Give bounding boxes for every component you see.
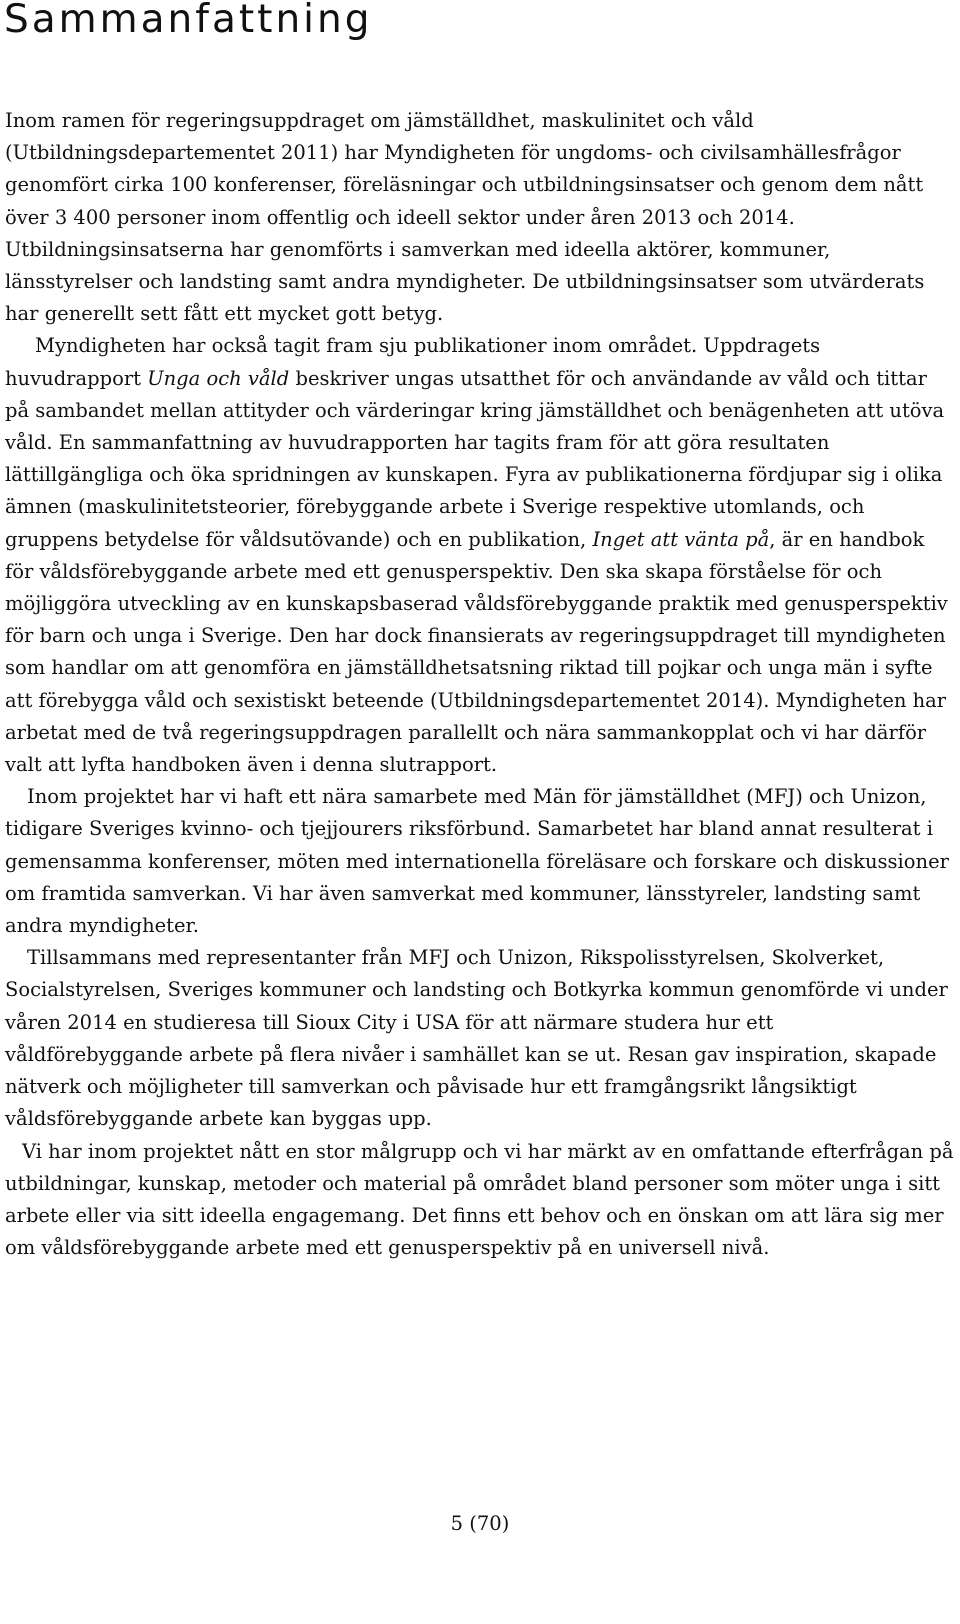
page-number: 5 (70) bbox=[450, 1512, 510, 1535]
paragraph-3: Inom projektet har vi haft ett nära samarbete med Män för jämställdhet (MFJ) och Unizon, tidigare Sveriges kvinno- och tjejjourers riksförbund. Samarbetet har bland annat resulterat i gemensamma konferenser, möten med internationella föreläsare och forskare och diskussioner om framtida samverkan. Vi har även samverkat med kommuner, länsstyreler, landsting samt andra myndigheter. bbox=[5, 785, 949, 938]
page-title: Sammanfattning bbox=[4, 0, 373, 42]
paragraph-5: Vi har inom projektet nått en stor målgrupp och vi har märkt av en omfattande efterfrågan på utbildningar, kunskap, metoder och material på området bland personer som möter unga i sitt arbete eller via sitt ideella engagemang. Det finns ett behov och en önskan om att lära sig mer om våldsförebyggande arbete med ett genusperspektiv på en universell nivå. bbox=[5, 1139, 954, 1260]
paragraph-2 bbox=[5, 330, 955, 781]
summary-body bbox=[5, 105, 955, 1264]
paragraph-2-text-b: beskriver ungas utsatthet för och användande av våld och tittar på sambandet mellan attityder och värderingar kring jämställdhet och benägenheten att utöva våld. En sammanfattning av huvudrapporten har tagits fram för att göra resultaten lättillgängliga och öka spridningen av kunskapen. Fyra av publikationerna fördjupar sig i olika ämnen (maskulinitetsteorier, förebyggande arbete i Sverige respektive utomlands, och gruppens betydelse för våldsutövande) och en publikation, bbox=[5, 366, 945, 551]
report-title-unga-och-vald: Unga och våld bbox=[147, 366, 290, 390]
paragraph-4: Tillsammans med representanter från MFJ och Unizon, Rikspolisstyrelsen, Skolverket, Socialstyrelsen, Sveriges kommuner och landsting och Botkyrka kommun genomförde vi under våren 2014 en studieresa till Sioux City i USA för att närmare studera hur ett våldförebyggande arbete på flera nivåer i samhället kan se ut. Resan gav inspiration, skapade nätverk och möjligheter till samverkan och påvisade hur ett framgångsrikt långsiktigt våldsförebyggande arbete kan byggas upp. bbox=[5, 946, 948, 1131]
handbook-title-inget-att-vanta-pa: Inget att vänta på bbox=[592, 527, 770, 551]
paragraph-2-text-c: , är en handbok för våldsförebyggande arbete med ett genusperspektiv. Den ska skapa förståelse för och möjliggöra utveckling av en kunskapsbaserad våldsförebyggande praktik med genusperspektiv för barn och unga i Sverige. Den har dock finansierats av regeringsuppdraget till myndigheten som handlar om att genomföra en jämställdhetsatsning riktad till pojkar och unga män i syfte att förebygga våld och sexistiskt beteende (Utbildningsdepartementet 2014). Myndigheten har arbetat med de två regeringsuppdragen parallellt och nära sammankopplat och vi har därför valt att lyfta handboken även i denna slutrapport. bbox=[5, 527, 948, 777]
paragraph-1: Inom ramen för regeringsuppdraget om jämställdhet, maskulinitet och våld (Utbildningsdepartementet 2011) har Myndigheten för ungdoms- och civilsamhällesfrågor genomfört cirka 100 konferenser, föreläsningar och utbildningsinsatser och genom dem nått över 3 400 personer inom offentlig och ideell sektor under åren 2013 och 2014. Utbildningsinsatserna har genomförts i samverkan med ideella aktörer, kommuner, länsstyrelser och landsting samt andra myndigheter. De utbildningsinsatser som utvärderats har generellt sett fått ett mycket gott betyg. bbox=[5, 109, 925, 326]
paragraph-2-text-a: Myndigheten har också tagit fram sju publikationer inom området. Uppdragets huvudrapport bbox=[5, 334, 821, 390]
